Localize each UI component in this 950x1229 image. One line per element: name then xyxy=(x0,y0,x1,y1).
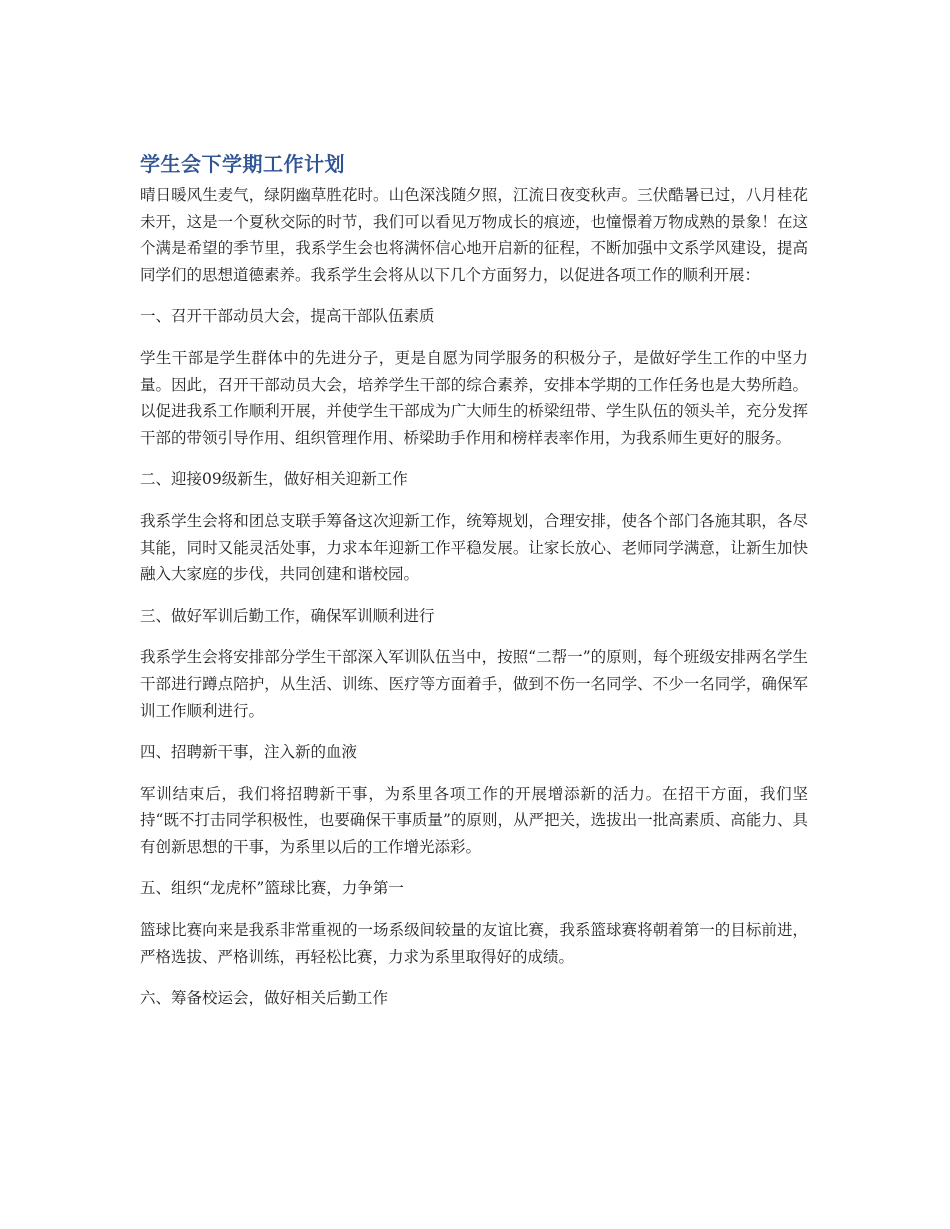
section-3-body: 我系学生会将安排部分学生干部深入军训队伍当中，按照“二帮一”的原则，每个班级安排两名学生干部进行蹲点陪护，从生活、训练、医疗等方面着手，做到不伤一名同学、不少一名同学，确保军训工作顺利进行。 xyxy=(140,648,808,720)
section-1-body: 学生干部是学生群体中的先进分子，更是自愿为同学服务的积极分子，是做好学生工作的中坚力量。因此，召开干部动员大会，培养学生干部的综合素养，安排本学期的工作任务也是大势所趋。以促进我系工作顺利开展，并使学生干部成为广大师生的桥梁纽带、学生队伍的领头羊，充分发挥干部的带领引导作用、组织管理作用、桥梁助手作用和榜样表率作用，为我系师生更好的服务。 xyxy=(140,348,808,447)
section-4-body: 军训结束后，我们将招聘新干事，为系里各项工作的开展增添新的活力。在招干方面，我们坚持“既不打击同学积极性，也要确保干事质量”的原则，从严把关，选拔出一批高素质、高能力、具有创新思想的干事，为系里以后的工作增光添彩。 xyxy=(140,784,808,856)
section-1-heading: 一、召开干部动员大会，提高干部队伍素质 xyxy=(140,307,435,326)
section-2-body: 我系学生会将和团总支联手筹备这次迎新工作，统筹规划，合理安排，使各个部门各施其职，各尽其能，同时又能灵活处事，力求本年迎新工作平稳发展。让家长放心、老师同学满意，让新生加快融入大家庭的步伐，共同创建和谐校园。 xyxy=(140,511,808,584)
section-5-heading: 五、组织“龙虎杯”篮球比赛，力争第一 xyxy=(140,879,404,898)
document-title: 学生会下学期工作计划 xyxy=(140,152,345,176)
section-4-heading: 四、招聘新干事，注入新的血液 xyxy=(140,743,358,762)
section-6-heading: 六、筹备校运会，做好相关后勤工作 xyxy=(140,989,389,1008)
section-5-body: 篮球比赛向来是我系非常重视的一场系级间较量的友谊比赛，我系篮球赛将朝着第一的目标前进，严格选拔、严格训练，再轻松比赛，力求为系里取得好的成绩。 xyxy=(140,921,808,966)
intro-paragraph: 晴日暖风生麦气，绿阴幽草胜花时。山色深浅随夕照，江流日夜变秋声。三伏酷暑已过，八月桂花未开，这是一个夏秋交际的时节，我们可以看见万物成长的痕迹，也憧憬着万物成熟的景象！在这个满是希望的季节里，我系学生会也将满怀信心地开启新的征程，不断加强中文系学风建设，提高同学们的思想道德素养。我系学生会将从以下几个方面努力，以促进各项工作的顺利开展： xyxy=(140,186,808,284)
section-2-heading: 二、迎接09级新生，做好相关迎新工作 xyxy=(140,470,408,489)
document-page xyxy=(140,150,808,1027)
section-3-heading: 三、做好军训后勤工作，确保军训顺利进行 xyxy=(140,606,435,625)
